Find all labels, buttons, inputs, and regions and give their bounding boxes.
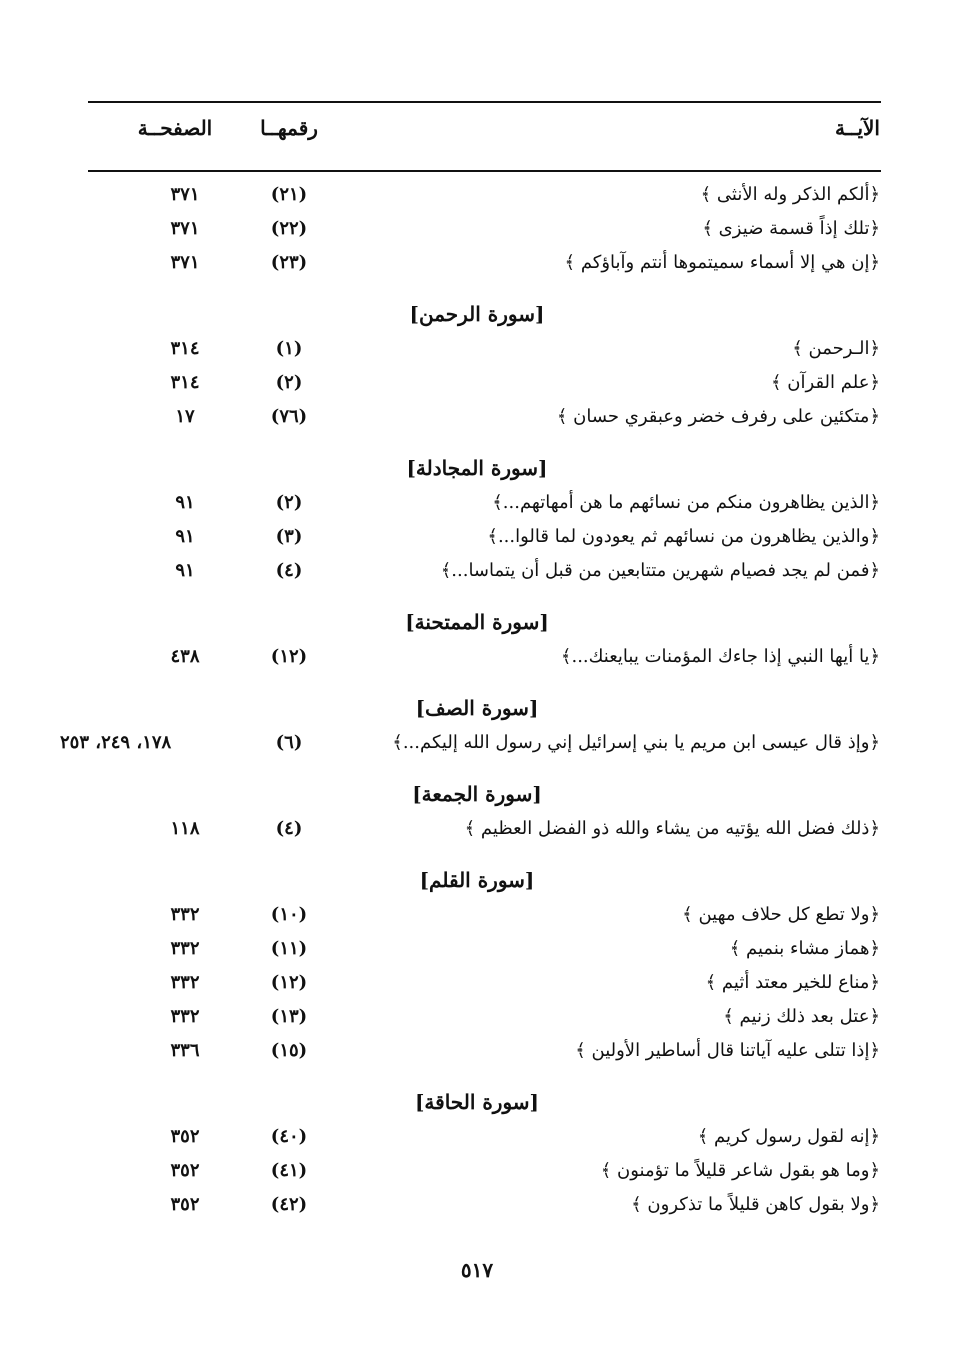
- ayah-text: ﴿تلك إذاً قسمة ضيزى ﴾: [702, 218, 880, 239]
- ayah-number: (٢١): [270, 184, 308, 205]
- index-row: [0, 368, 954, 402]
- ayah-number: (١): [275, 338, 303, 359]
- page-reference: ٣٣٦: [170, 1040, 200, 1061]
- ayah-text: ﴿ولا تطع كل حلاف مهين ﴾: [682, 904, 880, 925]
- ayah-number: (١٥): [270, 1040, 308, 1061]
- ayah-text: ﴿مناع للخير معتد أثيم ﴾: [705, 972, 880, 993]
- surah-title: [سورة الجمعة]: [412, 782, 542, 806]
- index-row: [0, 934, 954, 968]
- index-row: [0, 402, 954, 436]
- ayah-number: (٤): [275, 818, 303, 839]
- ayah-text: ﴿الـرحمن ﴾: [792, 338, 880, 359]
- surah-title: [سورة القلم]: [419, 868, 535, 892]
- index-entries: [0, 180, 954, 1224]
- surah-title: [سورة الصف]: [415, 696, 539, 720]
- surah-heading: [0, 848, 954, 900]
- index-row: [0, 1122, 954, 1156]
- surah-title: [سورة الحاقة]: [414, 1090, 540, 1114]
- header-ayah: الآيــة: [835, 116, 880, 140]
- page-reference: ٩١: [175, 526, 195, 547]
- ayah-text: ﴿إذا تتلى عليه آياتنا قال أساطير الأولين ﴾: [575, 1040, 880, 1061]
- ayah-text: ﴿وإذ قال عيسى ابن مريم يا بني إسرائيل إني رسول الله إليكم...﴾: [392, 732, 880, 753]
- page-reference: ٤٣٨: [170, 646, 200, 667]
- header-number: رقمهــا: [260, 116, 318, 140]
- page-reference: ١٧: [175, 406, 195, 427]
- page-number: ٥١٧: [460, 1258, 494, 1282]
- page-reference: ٣٣٢: [170, 972, 200, 993]
- index-row: [0, 1156, 954, 1190]
- page-reference: ٩١: [175, 492, 195, 513]
- ayah-number: (١٠): [270, 904, 308, 925]
- ayah-text: ﴿علم القرآن ﴾: [771, 372, 880, 393]
- ayah-number: (٢٣): [270, 252, 308, 273]
- surah-title: [سورة المجادلة]: [406, 456, 548, 480]
- index-row: [0, 1002, 954, 1036]
- index-row: [0, 248, 954, 282]
- ayah-text: ﴿عتل بعد ذلك زنيم ﴾: [723, 1006, 880, 1027]
- surah-heading: [0, 436, 954, 488]
- index-row: [0, 522, 954, 556]
- ayah-number: (٤): [275, 560, 303, 581]
- surah-title: [سورة الرحمن]: [409, 302, 545, 326]
- page-reference: ٣٣٢: [170, 904, 200, 925]
- page-reference: ٩١: [175, 560, 195, 581]
- surah-heading: [0, 676, 954, 728]
- index-row: [0, 180, 954, 214]
- ayah-number: (٧٦): [270, 406, 308, 427]
- surah-heading: [0, 762, 954, 814]
- ayah-number: (٢): [275, 372, 303, 393]
- ayah-text: ﴿إن هي إلا أسماء سميتموها أنتم وآباؤكم ﴾: [564, 252, 880, 273]
- page-reference: ٣٧١: [170, 218, 200, 239]
- ayah-number: (٤١): [270, 1160, 308, 1181]
- ayah-number: (٤٠): [270, 1126, 308, 1147]
- surah-title: [سورة الممتحنة]: [405, 610, 549, 634]
- page-reference: ٣٥٢: [170, 1160, 200, 1181]
- ayah-number: (٣): [275, 526, 303, 547]
- index-row: [0, 488, 954, 522]
- ayah-text: ﴿الذين يظاهرون منكم من نسائهم ما هن أمهاتهم...﴾: [492, 492, 880, 513]
- ayah-text: ﴿فمن لم يجد فصيام شهرين متتابعين من قبل أن يتماسا...﴾: [440, 560, 880, 581]
- ayah-text: ﴿ذلك فضل الله يؤتيه من يشاء والله ذو الفضل العظيم ﴾: [464, 818, 880, 839]
- ayah-text: ﴿يا أيها النبي إذا جاءك المؤمنات يبايعنك...﴾: [560, 646, 880, 667]
- index-row: [0, 728, 954, 762]
- index-row: [0, 1190, 954, 1224]
- ayah-number: (٢): [275, 492, 303, 513]
- page-reference: ٣٧١: [170, 184, 200, 205]
- table-header: [0, 116, 954, 150]
- page-reference: ٣٣٢: [170, 1006, 200, 1027]
- index-row: [0, 1036, 954, 1070]
- page-reference: ٣٣٢: [170, 938, 200, 959]
- surah-heading: [0, 1070, 954, 1122]
- header-bottom-rule: [88, 170, 881, 172]
- ayah-text: ﴿والذين يظاهرون من نسائهم ثم يعودون لما قالوا...﴾: [487, 526, 880, 547]
- index-row: [0, 968, 954, 1002]
- surah-heading: [0, 282, 954, 334]
- ayah-text: ﴿ولا بقول كاهن قليلاً ما تذكرون ﴾: [631, 1194, 880, 1215]
- index-row: [0, 642, 954, 676]
- index-row: [0, 556, 954, 590]
- page-reference: ١١٨: [170, 818, 200, 839]
- ayah-number: (٤٢): [270, 1194, 308, 1215]
- header-top-rule: [88, 101, 881, 103]
- page-reference: ٣٧١: [170, 252, 200, 273]
- ayah-number: (١١): [270, 938, 308, 959]
- ayah-text: ﴿هماز مشاء بنميم ﴾: [729, 938, 880, 959]
- index-row: [0, 900, 954, 934]
- ayah-text: ﴿إنه لقول رسول كريم ﴾: [697, 1126, 880, 1147]
- page-reference: ٣٥٢: [170, 1126, 200, 1147]
- index-row: [0, 334, 954, 368]
- index-row: [0, 814, 954, 848]
- page-reference: ٣٥٢: [170, 1194, 200, 1215]
- ayah-number: (١٣): [270, 1006, 308, 1027]
- ayah-text: ﴿وما هو بقول شاعر قليلاً ما تؤمنون ﴾: [600, 1160, 880, 1181]
- page-reference: ١٧٨، ٢٤٩، ٢٥٣: [60, 732, 172, 753]
- ayah-number: (٢٢): [270, 218, 308, 239]
- ayah-number: (١٢): [270, 646, 308, 667]
- ayah-number: (١٢): [270, 972, 308, 993]
- index-row: [0, 214, 954, 248]
- ayah-number: (٦): [275, 732, 303, 753]
- page-reference: ٣١٤: [170, 372, 200, 393]
- ayah-text: ﴿ألكم الذكر وله الأنثى ﴾: [700, 184, 880, 205]
- page-reference: ٣١٤: [170, 338, 200, 359]
- header-page: الصفحــة: [137, 116, 213, 140]
- ayah-text: ﴿متكئين على رفرف خضر وعبقري حسان ﴾: [556, 406, 880, 427]
- surah-heading: [0, 590, 954, 642]
